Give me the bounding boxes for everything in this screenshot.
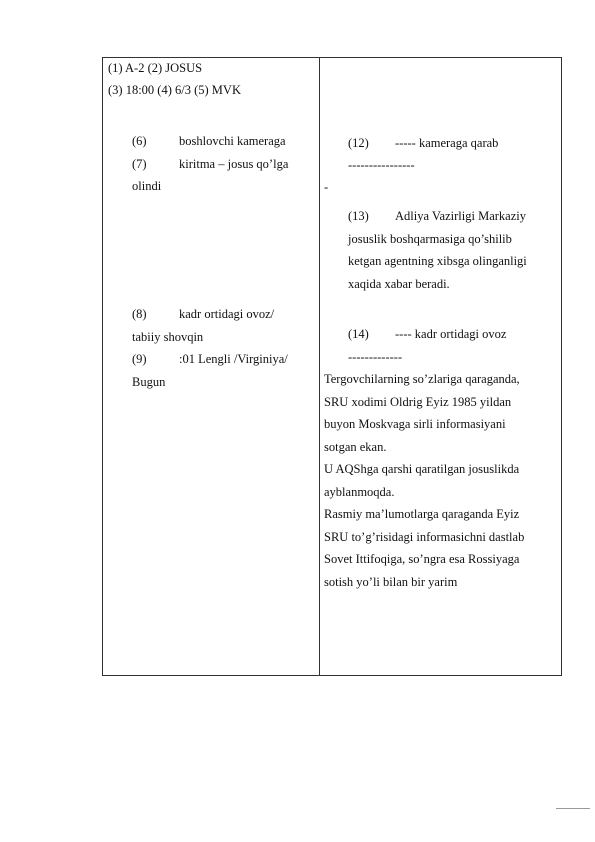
header-line-1: (1) A-2 (2) JOSUS — [108, 61, 203, 75]
item-8-continuation: tabiiy shovqin — [132, 330, 204, 344]
item-7-text: kiritma – josus qo’lga — [179, 157, 289, 171]
item-9-number: (9) — [132, 352, 147, 366]
item-14-number: (14) — [348, 327, 369, 341]
paragraph-line-1: Tergovchilarning so’zlariga qaraganda, — [324, 372, 520, 386]
paragraph-line-10: sotish yo’li bilan bir yarim — [324, 575, 458, 589]
item-12-number: (12) — [348, 136, 369, 150]
item-14-text: ---- kadr ortidagi ovoz — [395, 327, 507, 341]
paragraph-line-5: U AQShga qarshi qaratilgan josuslikda — [324, 462, 520, 476]
item-7-continuation: olindi — [132, 179, 162, 193]
item-12-dashes: ---------------- — [348, 158, 415, 172]
item-6-number: (6) — [132, 134, 147, 148]
paragraph-line-8: SRU to’g’risidagi informasichni dastlab — [324, 530, 525, 544]
item-14-dashes: ------------- — [348, 350, 403, 364]
column-divider — [319, 58, 320, 675]
paragraph-line-7: Rasmiy ma’lumotlarga qaraganda Eyiz — [324, 507, 520, 521]
item-13-line-2: josuslik boshqarmasiga qo’shilib — [348, 232, 512, 246]
item-9-continuation: Bugun — [132, 375, 166, 389]
footer-rule — [556, 808, 590, 809]
item-13-line-3: ketgan agentning xibsga olinganligi — [348, 254, 527, 268]
paragraph-line-4: sotgan ekan. — [324, 440, 387, 454]
paragraph-line-2: SRU xodimi Oldrig Eyiz 1985 yildan — [324, 395, 512, 409]
item-13-number: (13) — [348, 209, 369, 223]
dash-line: - — [324, 180, 329, 194]
item-8-number: (8) — [132, 307, 147, 321]
paragraph-line-9: Sovet Ittifoqiga, so’ngra esa Rossiyaga — [324, 552, 520, 566]
script-table — [102, 57, 562, 676]
item-7-number: (7) — [132, 157, 147, 171]
item-6-text: boshlovchi kameraga — [179, 134, 286, 148]
header-line-2: (3) 18:00 (4) 6/3 (5) MVK — [108, 83, 241, 97]
item-13-text: Adliya Vazirligi Markaziy — [395, 209, 526, 223]
item-8-text: kadr ortidagi ovoz/ — [179, 307, 275, 321]
item-9-text: :01 Lengli /Virginiya/ — [179, 352, 288, 366]
paragraph-line-3: buyon Moskvaga sirli informasiyani — [324, 417, 506, 431]
paragraph-line-6: ayblanmoqda. — [324, 485, 395, 499]
item-12-text: ----- kameraga qarab — [395, 136, 499, 150]
item-13-line-4: xaqida xabar beradi. — [348, 277, 450, 291]
